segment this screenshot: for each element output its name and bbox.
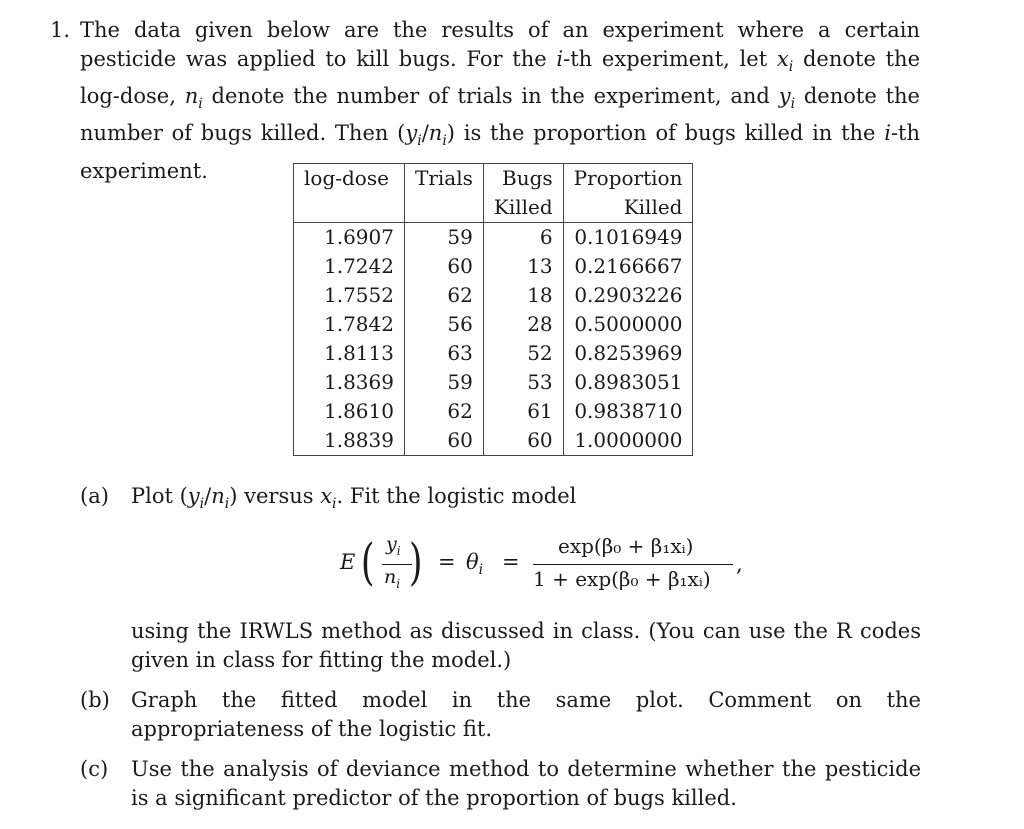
cell-trials: 56 — [404, 310, 483, 339]
part-b-text: Graph the fitted model in the same plot. Comment on the appropriateness of the logistic fit. — [131, 688, 921, 741]
formula-E: E — [340, 550, 356, 574]
formula-lhs-denominator: $n_i$ — [384, 566, 401, 591]
cell-bugs-killed: 13 — [483, 252, 563, 281]
cell-log-dose: 1.7552 — [294, 281, 405, 310]
formula-eq-1: = — [438, 550, 456, 574]
header-proportion: Proportion — [563, 164, 693, 194]
cell-bugs-killed: 6 — [483, 223, 563, 253]
cell-proportion: 0.1016949 — [563, 223, 693, 253]
data-table — [293, 163, 693, 456]
cell-trials: 60 — [404, 426, 483, 456]
formula-lhs-numerator: $y_i$ — [386, 533, 401, 558]
table-row — [294, 223, 693, 253]
cell-log-dose: 1.7842 — [294, 310, 405, 339]
table-row — [294, 281, 693, 310]
part-c-text: Use the analysis of deviance method to determine whether the pesticide is a significant predictor of the proportion of bugs killed. — [131, 757, 921, 810]
formula-eq-2: = — [502, 550, 520, 574]
table-row — [294, 252, 693, 281]
cell-bugs-killed: 61 — [483, 397, 563, 426]
formula-theta: $\theta_i$ — [466, 550, 484, 579]
cell-bugs-killed: 52 — [483, 339, 563, 368]
table-row — [294, 397, 693, 426]
cell-trials: 60 — [404, 252, 483, 281]
header-killed: Killed — [483, 193, 563, 223]
table-header-row — [294, 164, 693, 194]
cell-proportion: 0.5000000 — [563, 310, 693, 339]
cell-log-dose: 1.8113 — [294, 339, 405, 368]
cell-bugs-killed: 18 — [483, 281, 563, 310]
formula-trailing-comma: , — [736, 552, 743, 576]
table-header-row-2 — [294, 193, 693, 223]
cell-log-dose: 1.7242 — [294, 252, 405, 281]
cell-bugs-killed: 53 — [483, 368, 563, 397]
formula-paren-close: ) — [408, 533, 423, 591]
cell-proportion: 1.0000000 — [563, 426, 693, 456]
cell-proportion: 0.2903226 — [563, 281, 693, 310]
cell-bugs-killed: 28 — [483, 310, 563, 339]
table-row — [294, 368, 693, 397]
cell-proportion: 0.8253969 — [563, 339, 693, 368]
part-a-text: Plot $(y_i/n_i)$ versus $x_i$. Fit the logistic model — [131, 484, 577, 513]
cell-log-dose: 1.8369 — [294, 368, 405, 397]
cell-log-dose: 1.6907 — [294, 223, 405, 253]
cell-trials: 62 — [404, 281, 483, 310]
cell-proportion: 0.8983051 — [563, 368, 693, 397]
formula-paren-open: ( — [360, 533, 375, 591]
part-b-label: (b) — [80, 688, 110, 712]
cell-trials: 63 — [404, 339, 483, 368]
part-c-label: (c) — [80, 757, 109, 781]
formula-rhs-fraction-bar — [533, 564, 733, 565]
problem-intro: The data given below are the results of an experiment where a certain pesticide was applied to kill bugs. For the i-th experiment, let $x_i$ denote the log-dose, $n_i$ denote the number of trials in the experiment, and $y_i$ denote the number of bugs killed. Then $(y_i/n_i)$ is the proportion of bugs killed in the i-th experiment. — [80, 18, 921, 183]
logistic-formula — [340, 530, 760, 600]
table-row — [294, 339, 693, 368]
header-bugs: Bugs — [483, 164, 563, 194]
cell-log-dose: 1.8610 — [294, 397, 405, 426]
formula-rhs-numerator: exp(β₀ + β₁xᵢ) — [558, 534, 694, 558]
cell-trials: 62 — [404, 397, 483, 426]
cell-bugs-killed: 60 — [483, 426, 563, 456]
cell-trials: 59 — [404, 368, 483, 397]
part-a-text-2: using the IRWLS method as discussed in class. (You can use the R codes given in class for fitting the model.) — [131, 619, 921, 672]
header-killed-2: Killed — [563, 193, 693, 223]
header-trials: Trials — [404, 164, 483, 194]
formula-rhs-denominator: 1 + exp(β₀ + β₁xᵢ) — [533, 567, 711, 591]
formula-lhs-fraction-bar — [382, 564, 412, 565]
table-row — [294, 426, 693, 456]
cell-log-dose: 1.8839 — [294, 426, 405, 456]
cell-proportion: 0.9838710 — [563, 397, 693, 426]
cell-proportion: 0.2166667 — [563, 252, 693, 281]
problem-number: 1. — [50, 18, 71, 42]
cell-trials: 59 — [404, 223, 483, 253]
part-a-label: (a) — [80, 484, 109, 508]
header-log-dose: log-dose — [294, 164, 405, 194]
table-row — [294, 310, 693, 339]
